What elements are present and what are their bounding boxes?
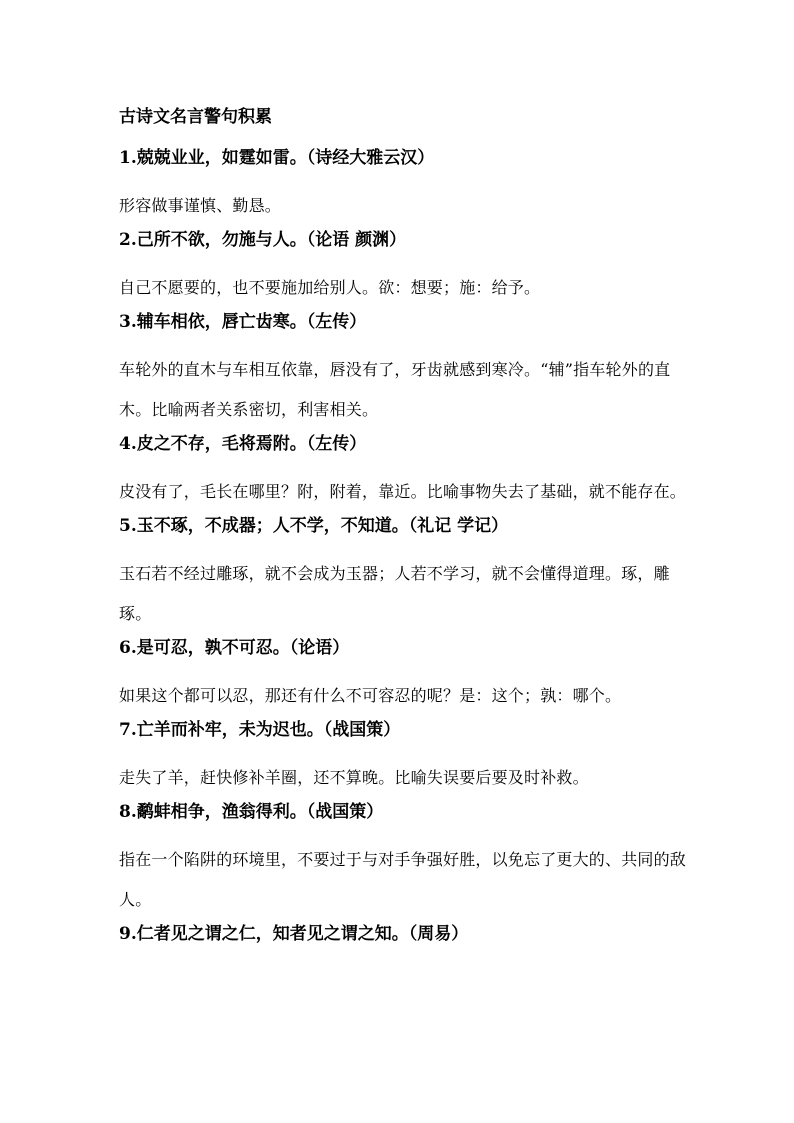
document-title: 古诗文名言警句积累 xyxy=(119,107,272,127)
entry-heading: 9.仁者见之谓之仁，知者见之谓之知。（周易） xyxy=(119,924,469,944)
entry-heading: 7.亡羊而补牢，未为迟也。（战国策） xyxy=(119,720,401,740)
entry-explanation: 皮没有了，毛长在哪里？附，附着，靠近。比喻事物失去了基础，就不能存在。 xyxy=(119,482,687,501)
entry-heading: 2.己所不欲，勿施与人。（论语 颜渊） xyxy=(119,230,407,250)
entry-4 xyxy=(119,431,699,512)
entry-heading: 4.皮之不存，毛将焉附。（左传） xyxy=(119,434,367,454)
document-page xyxy=(119,104,699,962)
entry-explanation: 如果这个都可以忍，那还有什么不可容忍的呢？是：这个；孰：哪个。 xyxy=(119,686,622,705)
entry-explanation: 玉石若不经过雕琢，就不会成为玉器；人若不学习，就不会懂得道理。琢，雕琢。 xyxy=(119,564,670,623)
entry-explanation: 指在一个陷阱的环境里，不要过于与对手争强好胜，以免忘了更大的、共同的敌人。 xyxy=(119,850,687,909)
entry-heading: 6.是可忍，孰不可忍。（论语） xyxy=(119,638,350,658)
entry-heading: 3.辅车相依，唇亡齿寒。（左传） xyxy=(119,312,367,332)
entry-heading: 5.玉不琢，不成器；人不学，不知道。（礼记 学记） xyxy=(119,516,509,536)
entry-heading: 1.兢兢业业，如霆如雷。（诗经大雅云汉） xyxy=(119,148,435,168)
entry-6 xyxy=(119,635,699,716)
entry-heading: 8.鹬蚌相争，渔翁得利。（战国策） xyxy=(119,802,384,822)
entry-explanation: 车轮外的直木与车相互依靠，唇没有了，牙齿就感到寒冷。“辅”指车轮外的直木。比喻两者关系密切，利害相关。 xyxy=(119,360,671,419)
entry-5 xyxy=(119,513,699,634)
entry-explanation: 走失了羊，赶快修补羊圈，还不算晚。比喻失误要后要及时补救。 xyxy=(119,768,589,787)
entry-1 xyxy=(119,145,699,226)
entry-8 xyxy=(119,799,699,920)
entry-7 xyxy=(119,717,699,798)
entry-9 xyxy=(119,921,699,947)
entry-explanation: 自己不愿要的，也不要施加给别人。欲：想要；施：给予。 xyxy=(119,278,541,297)
entry-3 xyxy=(119,309,699,430)
entry-explanation: 形容做事谨慎、勤恳。 xyxy=(119,196,282,215)
entry-2 xyxy=(119,227,699,308)
